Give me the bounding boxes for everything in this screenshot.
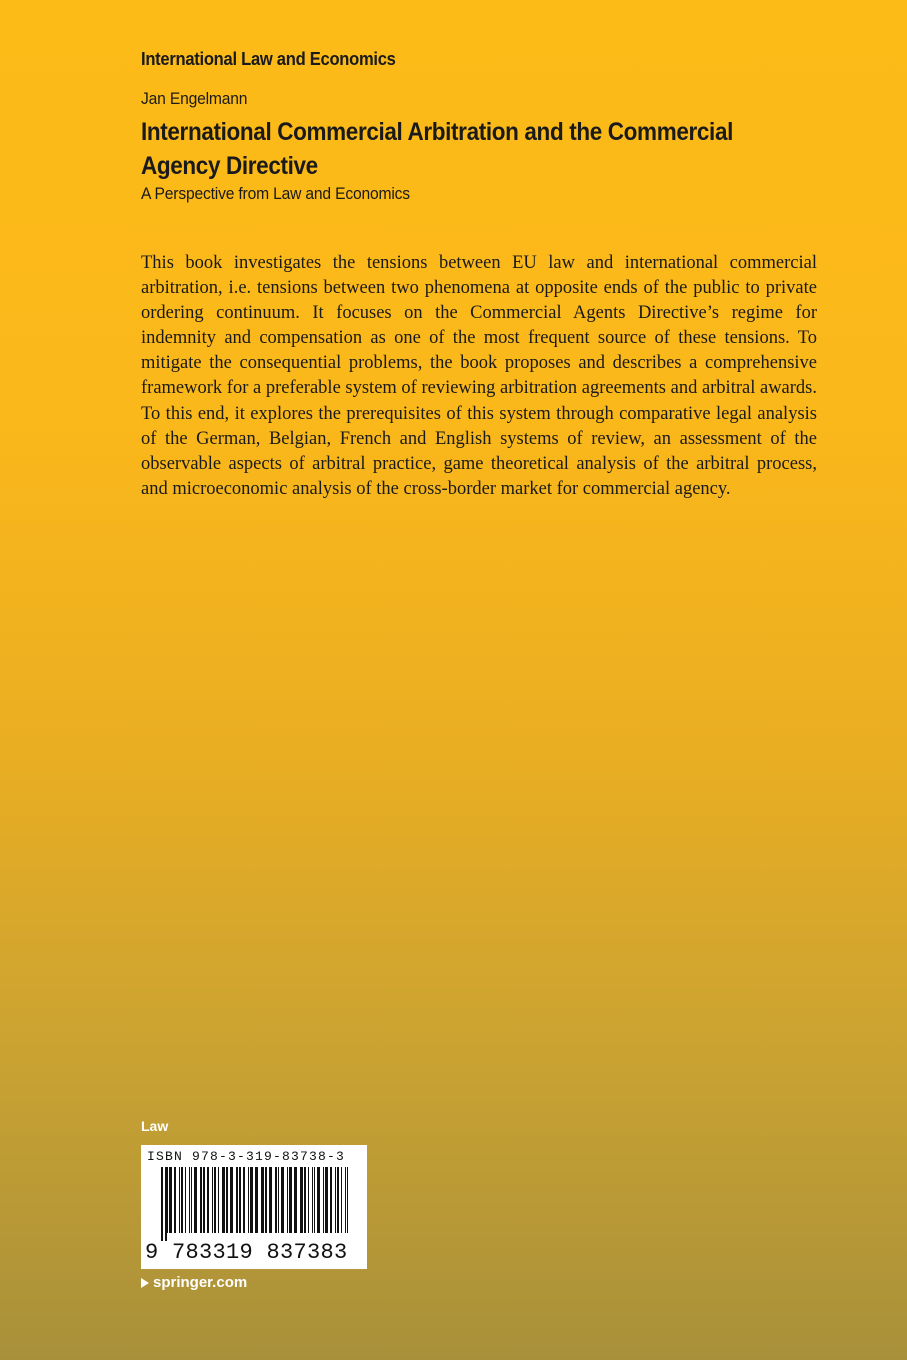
barcode-bar	[214, 1167, 216, 1233]
barcode-bar	[169, 1167, 172, 1233]
barcode-bar	[191, 1167, 192, 1233]
isbn-barcode	[141, 1145, 367, 1269]
series-name: International Law and Economics	[141, 49, 396, 69]
isbn-number: ISBN 978-3-319-83738-3	[147, 1149, 346, 1164]
barcode-bar	[308, 1167, 309, 1233]
barcode-bar	[222, 1167, 225, 1233]
barcode-bar	[341, 1167, 342, 1233]
barcode-bar	[181, 1167, 183, 1233]
barcode-bar	[212, 1167, 213, 1233]
barcode-bar	[345, 1167, 346, 1233]
barcode-bar	[161, 1167, 163, 1241]
author-name: Jan Engelmann	[141, 89, 248, 108]
barcode-bar	[289, 1167, 292, 1233]
barcode-bar	[185, 1167, 186, 1233]
barcode-bar	[330, 1167, 332, 1233]
website-link[interactable]: springer.com	[153, 1274, 248, 1291]
barcode-bar	[323, 1167, 324, 1233]
barcode-bar	[167, 1167, 168, 1233]
barcode-bar	[294, 1167, 297, 1233]
barcode-bar	[165, 1167, 167, 1241]
barcode-bar	[275, 1167, 277, 1233]
book-description: This book investigates the tensions between EU law and international commercial arbitration, i.e. tensions between two phenomena at opposite ends of the public to private ordering continuum. It focuses on the Commercial Agents Directive’s regime for indemnity and compensation as one of the most frequent source of these tensions. To mitigate the consequential problems, the book proposes and describes a comprehensive framework for a preferable system of reviewing arbitration agreements and arbitral awards. To this end, it explores the prerequisites of this system through comparative legal analysis of the German, Belgian, French and English systems of review, an assessment of the observable aspects of arbitral practice, game theoretical analysis of the arbitral process, and microeconomic analysis of the cross-border market for commercial agency.	[141, 253, 817, 499]
barcode-bar	[347, 1167, 348, 1233]
subject-category: Law	[141, 1118, 169, 1134]
barcode-bar	[335, 1167, 336, 1233]
barcode-bar	[304, 1167, 306, 1233]
barcode-bar	[312, 1167, 313, 1233]
barcode-bar	[250, 1167, 253, 1233]
publisher-website[interactable]	[140, 1274, 247, 1291]
barcode-bar	[337, 1167, 339, 1233]
barcode-bar	[203, 1167, 205, 1233]
barcode-bar	[226, 1167, 228, 1233]
barcode-bar	[189, 1167, 190, 1233]
arrow-right-icon	[140, 1277, 150, 1289]
barcode-bar	[179, 1167, 180, 1233]
barcode-bar	[194, 1167, 197, 1233]
barcode-bar	[236, 1167, 238, 1233]
barcode-bar	[269, 1167, 272, 1233]
barcode-bar	[317, 1167, 320, 1233]
barcode-bar	[230, 1167, 233, 1233]
barcode-bar	[261, 1167, 264, 1233]
barcode-bar	[248, 1167, 249, 1233]
barcode-bar	[200, 1167, 202, 1233]
barcode-bars	[161, 1167, 357, 1241]
barcode-bar	[278, 1167, 279, 1233]
barcode-bar	[325, 1167, 328, 1233]
book-subtitle: A Perspective from Law and Economics	[141, 184, 410, 203]
barcode-bar	[218, 1167, 219, 1233]
barcode-bar	[243, 1167, 245, 1233]
barcode-digits: 9 783319 837383	[145, 1240, 348, 1265]
barcode-bar	[174, 1167, 176, 1233]
barcode-bar	[314, 1167, 315, 1233]
barcode-bar	[255, 1167, 258, 1233]
barcode-bar	[239, 1167, 241, 1233]
barcode-bar	[300, 1167, 303, 1233]
barcode-bar	[287, 1167, 288, 1233]
barcode-bar	[281, 1167, 284, 1233]
barcode-bar	[265, 1167, 267, 1233]
book-title: International Commercial Arbitration and the Commercial Agency Directive	[141, 118, 733, 180]
barcode-bar	[207, 1167, 209, 1233]
